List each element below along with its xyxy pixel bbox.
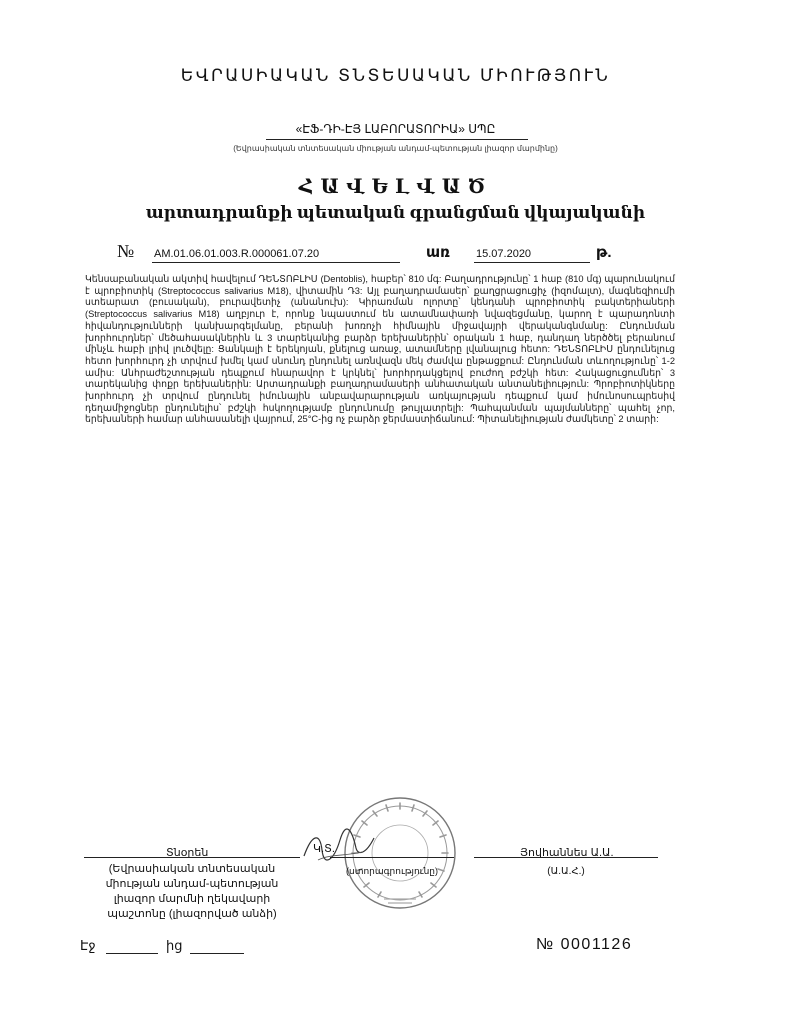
- signature-line-left: [84, 857, 300, 858]
- date-label: առ: [426, 244, 451, 261]
- signer-position: Տնօրեն: [166, 847, 209, 859]
- page-label: Էջ: [80, 938, 96, 953]
- document-subtitle: արտադրանքի պետական գրանցման վկայականի: [145, 203, 646, 222]
- page-of-label: ից: [166, 938, 183, 953]
- lab-underline: [266, 139, 528, 140]
- signer-position-caption: (Եվրասիական տնտեսական միության անդամ-պետության լիազոր մարմնի ղեկավարի պաշտոնը (լիազորված անձի): [105, 863, 279, 920]
- signer-name: Յովհաննես Ա.Ա.: [520, 847, 614, 859]
- lab-name: «ԷՖ-ԴԻ-ԷՅ ԼԱԲՈՐԱՏՈՐԻԱ» ՍՊԸ: [295, 122, 496, 136]
- signature-line-middle: [330, 857, 454, 858]
- year-suffix: թ.: [596, 244, 612, 261]
- serial-number: [536, 936, 632, 954]
- document-title: ՀԱՎԵԼՎԱԾ: [298, 176, 493, 198]
- date-underline: [474, 262, 590, 263]
- number-sign: №: [117, 241, 135, 261]
- number-underline: [152, 262, 400, 263]
- union-title: ԵՎՐԱՍԻԱԿԱՆ ՏՆՏԵՍԱԿԱՆ ՄԻՈՒԹՅՈՒՆ: [180, 66, 611, 85]
- product-description: Կենսաբանական ակտիվ հավելում ԴԵՆՏՈԲԼԻՍ (Dentoblis), հաբեր՝ 810 մգ: Բաղադրությունը՝ 1 հաբ (810 մգ) պարունակում է պրոբիոտիկ (Streptococcus salivarius M18), վիտամին Դ3: Այլ բաղադրամասեր՝ քաղցրացուցիչ (իզոմալտ), մագնեզիումի ստեարատ (բուսական), բուրավետիչ (անանուխ): Կիրառման ոլորտը՝ կենդանի պրոբիոտիկ բակտերիաների (Streptococcus salivarius M18) աղբյուր է, որոնք նպաստում են ատամնափառի նվազեցմանը, կարող է պարադոնտի հիվանդությունների կանխարգելմանը, բերանի խոռոչի հիմնային միջավայրի վերականգնմանը: Ընդունման խորհուրդներ՝ մեծահասակներին և 3 տարեկանից բարձր երեխաներին՝ օրական 1 հաբ, դանդաղ ներծծել բերանում մինչև հաբի լրիվ լուծվելը: Ցանկալի է երեկոյան, քնելուց առաջ, ատամները լվանալուց հետո: ԴԵՆՏՈԲԼԻՍ ընդունելուց հետո խորհուրդ չի տրվում խմել կամ սնունդ ընդունել առնվազն մեկ ժամվա ընթացքում: Ընդունման տևողությունը՝ 1-2 ամիս: Անհրաժեշտության դեպքում հնարավոր է կրկնել՝ խորհրդակցելով բուժող բժշկի հետ: Հակացուցումներ՝ 3 տարեկանից փոքր երեխաներին: Արտադրանքի բաղադրամասերի անհատական անտանելիություն: Պրոբիոտիկները խորհուրդ չի տրվում ընդունել իմունային անբավարարության առկայության դեպքում կամ իմունոսուպրեսիվ դեղամիջոցներ ընդունելիս՝ բժշկի հսկողությամբ ընդունումը թույլատրելի: Պահպանման պայմանները՝ պահել չոր, երեխաների համար անհասանելի վայրում, 25°C-ից ոչ բարձր ջերմաստիճանում: Պիտանելիության ժամկետը՝ 2 տարի:: [85, 274, 675, 425]
- signature-line-right: [474, 857, 658, 858]
- signer-name-caption: (Ա.Ա.Հ.): [547, 866, 585, 877]
- registration-date: 15.07.2020: [476, 248, 532, 260]
- page-number-blank: [106, 953, 158, 954]
- lab-note: (Եվրասիական տնտեսական միության անդամ-պետության լիազոր մարմինը): [233, 144, 558, 153]
- handwritten-signature: [300, 826, 378, 866]
- signature-caption: (ստորագրությունը): [346, 866, 438, 876]
- seal-place-label: Կ.Տ.: [313, 843, 335, 855]
- serial-value: 0001126: [560, 936, 633, 953]
- serial-sign: №: [536, 936, 555, 953]
- page-total-blank: [190, 953, 244, 954]
- registration-number: AM.01.06.01.003.R.000061.07.20: [154, 248, 320, 260]
